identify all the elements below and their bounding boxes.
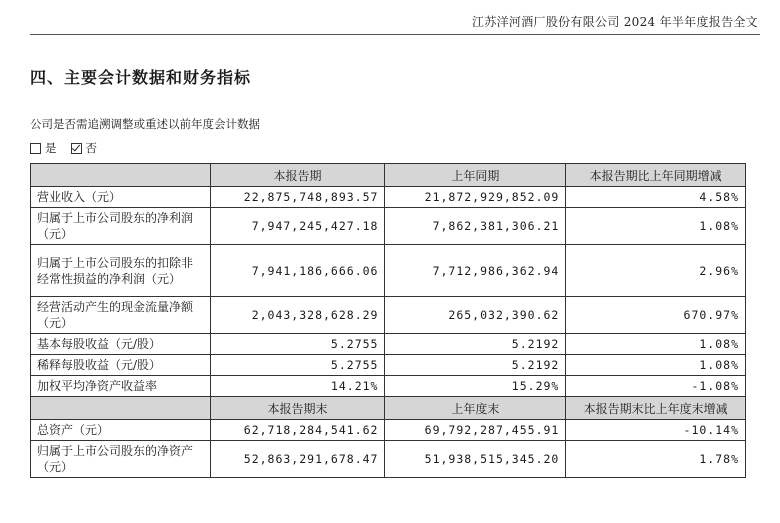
table-row — [31, 245, 746, 297]
choice-no-label: 否 — [85, 141, 97, 155]
table-row — [31, 297, 746, 334]
value-cell: 69,792,287,455.91 — [385, 420, 566, 441]
value-cell: 21,872,929,852.09 — [385, 187, 566, 208]
value-cell: 1.78% — [566, 441, 746, 478]
header-cell: 本报告期末 — [210, 397, 385, 420]
row-label: 归属于上市公司股东的净资产（元） — [31, 441, 211, 478]
header-rule — [30, 34, 760, 35]
section-title: 四、主要会计数据和财务指标 — [30, 68, 252, 87]
table-row — [31, 355, 746, 376]
table-row — [31, 208, 746, 245]
header-cell: 本报告期末比上年度末增减 — [566, 397, 746, 420]
header-cell: 本报告期比上年同期增减 — [566, 164, 746, 187]
value-cell: 1.08% — [566, 334, 746, 355]
row-label: 经营活动产生的现金流量净额（元） — [31, 297, 211, 334]
header-cell: 本报告期 — [210, 164, 385, 187]
value-cell: 22,875,748,893.57 — [210, 187, 385, 208]
value-cell: 1.08% — [566, 208, 746, 245]
value-cell: 5.2192 — [385, 334, 566, 355]
value-cell: 7,862,381,306.21 — [385, 208, 566, 245]
value-cell: -10.14% — [566, 420, 746, 441]
table-row — [31, 441, 746, 478]
financial-indicators-table — [30, 163, 746, 478]
value-cell: 14.21% — [210, 376, 385, 397]
restatement-choices — [30, 140, 97, 156]
choice-yes-label: 是 — [45, 141, 57, 155]
checkbox-no[interactable] — [71, 143, 82, 154]
value-cell: 15.29% — [385, 376, 566, 397]
value-cell: 7,947,245,427.18 — [210, 208, 385, 245]
row-label: 营业收入（元） — [31, 187, 211, 208]
value-cell: 5.2192 — [385, 355, 566, 376]
row-label: 归属于上市公司股东的扣除非经常性损益的净利润（元） — [31, 245, 211, 297]
table-row — [31, 420, 746, 441]
header-cell: 上年度末 — [385, 397, 566, 420]
value-cell: 2.96% — [566, 245, 746, 297]
row-label: 基本每股收益（元/股） — [31, 334, 211, 355]
restatement-question: 公司是否需追溯调整或重述以前年度会计数据 — [30, 117, 260, 131]
value-cell: 52,863,291,678.47 — [210, 441, 385, 478]
row-label: 归属于上市公司股东的净利润（元） — [31, 208, 211, 245]
row-label: 稀释每股收益（元/股） — [31, 355, 211, 376]
row-label: 加权平均净资产收益率 — [31, 376, 211, 397]
header-cell — [31, 397, 211, 420]
checkbox-yes[interactable] — [30, 143, 41, 154]
value-cell: 7,712,986,362.94 — [385, 245, 566, 297]
value-cell: 5.2755 — [210, 334, 385, 355]
value-cell: 5.2755 — [210, 355, 385, 376]
page-header: 江苏洋河酒厂股份有限公司 2024 年半年度报告全文 — [472, 15, 758, 29]
value-cell: 51,938,515,345.20 — [385, 441, 566, 478]
row-label: 总资产（元） — [31, 420, 211, 441]
value-cell: 62,718,284,541.62 — [210, 420, 385, 441]
table-row — [31, 187, 746, 208]
table-header-period — [31, 164, 746, 187]
table-row — [31, 376, 746, 397]
table-header-period-end — [31, 397, 746, 420]
value-cell: 1.08% — [566, 355, 746, 376]
table-row — [31, 334, 746, 355]
value-cell: 4.58% — [566, 187, 746, 208]
value-cell: 670.97% — [566, 297, 746, 334]
value-cell: 7,941,186,666.06 — [210, 245, 385, 297]
value-cell: -1.08% — [566, 376, 746, 397]
value-cell: 265,032,390.62 — [385, 297, 566, 334]
header-cell: 上年同期 — [385, 164, 566, 187]
value-cell: 2,043,328,628.29 — [210, 297, 385, 334]
header-cell — [31, 164, 211, 187]
